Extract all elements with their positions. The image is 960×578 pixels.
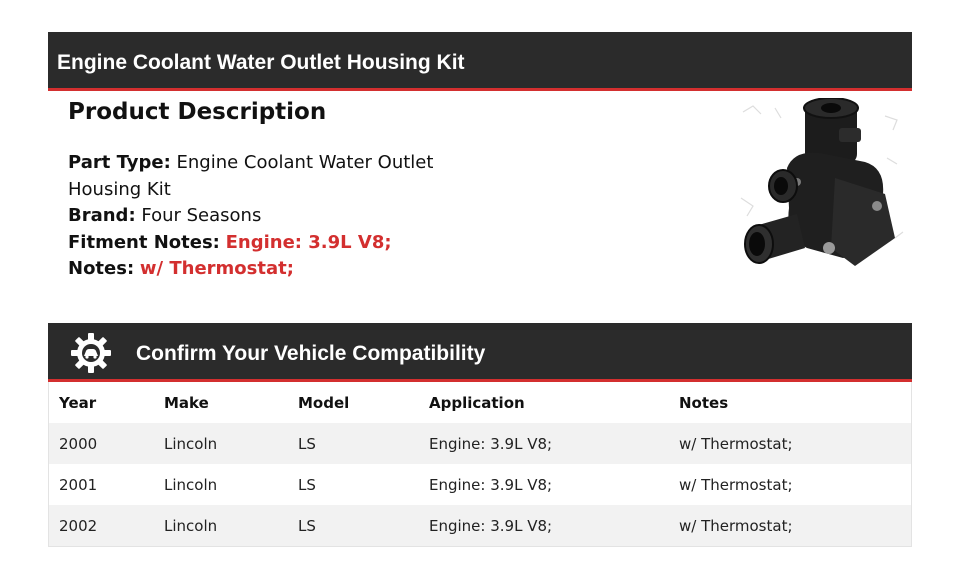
column-header-year: Year — [49, 382, 155, 423]
cell-make: Lincoln — [154, 505, 288, 547]
notes-label: Notes: — [68, 258, 135, 279]
notes-value: w/ Thermostat; — [139, 258, 294, 279]
part-type-value: Engine Coolant Water Outlet Housing Kit — [68, 152, 434, 200]
product-title-banner — [48, 32, 912, 91]
fitment-label: Fitment Notes: — [68, 231, 220, 253]
part-type-label: Part Type: — [68, 152, 171, 173]
cell-application: Engine: 3.9L V8; — [419, 505, 669, 547]
cell-model: LS — [288, 464, 419, 505]
table-row — [49, 505, 912, 547]
cell-year: 2001 — [49, 464, 155, 505]
cell-make: Lincoln — [154, 464, 288, 505]
cell-model: LS — [288, 505, 419, 547]
notes-line — [68, 256, 488, 283]
cell-notes: w/ Thermostat; — [669, 505, 912, 547]
brand-line — [68, 203, 488, 230]
table-row — [49, 464, 912, 505]
cell-application: Engine: 3.9L V8; — [419, 464, 669, 505]
brand-label: Brand: — [68, 205, 136, 226]
table-row — [49, 423, 912, 464]
cell-model: LS — [288, 423, 419, 464]
fitment-line — [68, 230, 488, 257]
product-image — [735, 98, 910, 270]
column-header-application: Application — [419, 382, 669, 423]
column-header-make: Make — [154, 382, 288, 423]
cell-year: 2002 — [49, 505, 155, 547]
column-header-model: Model — [288, 382, 419, 423]
compatibility-title: Confirm Your Vehicle Compatibility — [136, 342, 486, 365]
brand-value: Four Seasons — [141, 205, 262, 226]
part-type-line — [68, 150, 488, 203]
table-header-row — [49, 382, 912, 423]
compatibility-table — [48, 382, 912, 547]
column-header-notes: Notes — [669, 382, 912, 423]
cell-year: 2000 — [49, 423, 155, 464]
cell-notes: w/ Thermostat; — [669, 423, 912, 464]
cell-application: Engine: 3.9L V8; — [419, 423, 669, 464]
description-heading: Product Description — [68, 99, 327, 125]
gear-car-icon — [70, 332, 112, 374]
cell-make: Lincoln — [154, 423, 288, 464]
cell-notes: w/ Thermostat; — [669, 464, 912, 505]
product-description — [68, 96, 488, 283]
product-title: Engine Coolant Water Outlet Housing Kit — [57, 51, 465, 74]
compatibility-banner — [48, 323, 912, 382]
fitment-value: Engine: 3.9L V8; — [225, 231, 392, 253]
